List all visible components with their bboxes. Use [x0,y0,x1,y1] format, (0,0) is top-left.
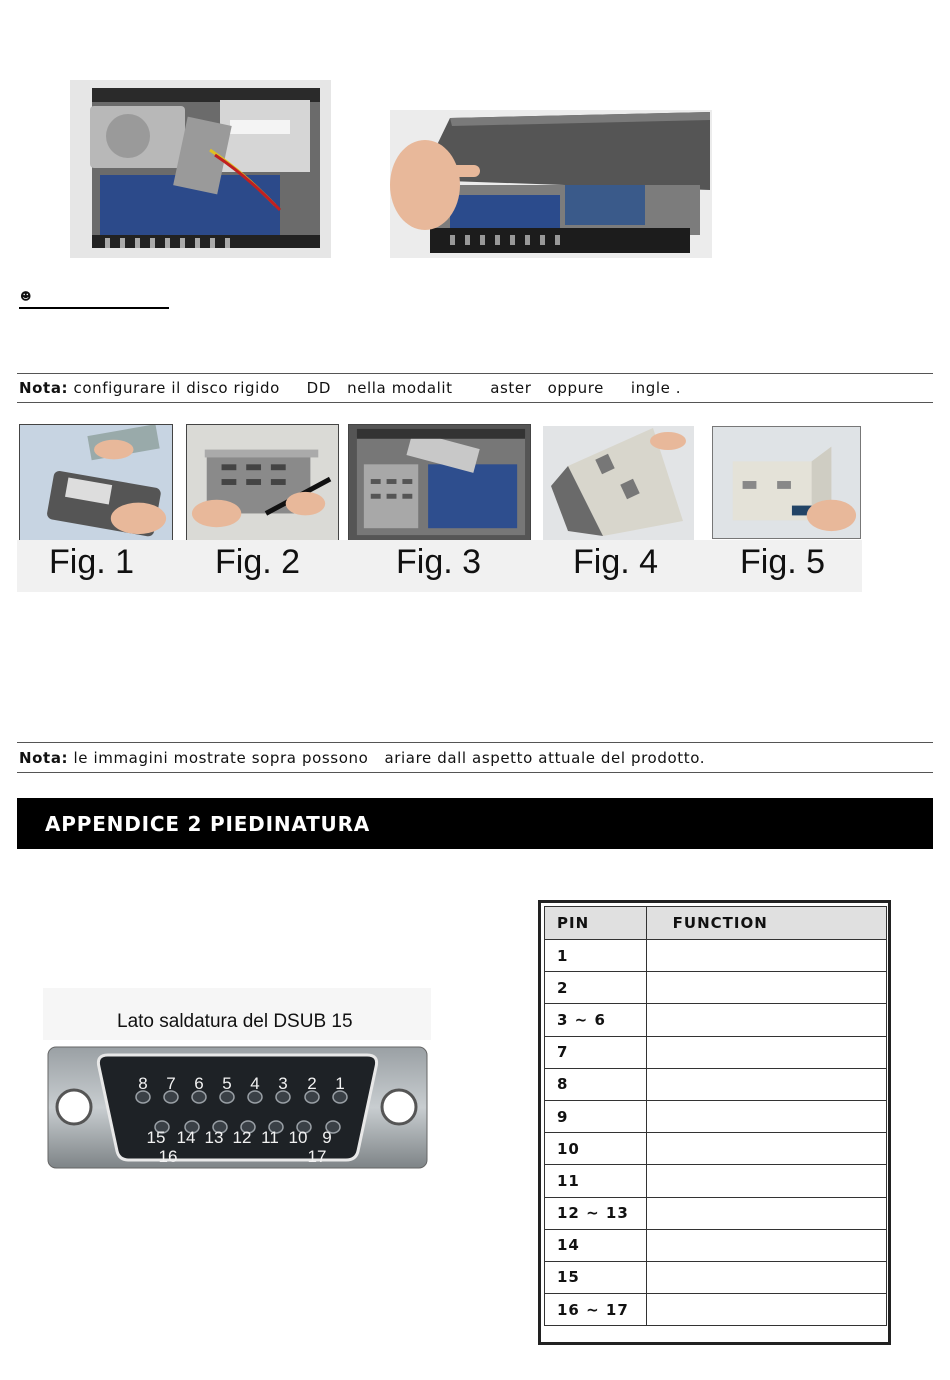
pin-number-label: 3 [278,1074,288,1093]
note-2-bottom-rule [17,772,933,773]
connector-label: Lato saldatura del DSUB 15 [117,1011,353,1032]
pin-function-cell [646,972,886,1004]
pin-function-cell [646,1100,886,1132]
pin-number-cell: 9 [545,1100,647,1132]
note-1-bottom-rule [17,402,933,403]
pin-number-label: 17 [307,1147,327,1166]
pin-table-header [545,907,887,940]
figure-5-photo [712,426,861,539]
table-row [545,1004,887,1036]
pin-number-cell: 7 [545,1036,647,1068]
pin-number-cell: 10 [545,1133,647,1165]
pin-number-label: 15 [146,1128,166,1147]
pin-number-label: 7 [166,1074,176,1093]
bullet-icon: ☻ [20,290,32,303]
pin-number-label: 2 [307,1074,317,1093]
pin-number-cell: 3 ~ 6 [545,1004,647,1036]
table-row [545,1294,887,1326]
figure-1-photo [19,424,173,541]
pin-number-label: 16 [158,1147,178,1166]
note-2-top-rule [17,742,933,743]
figure-2-photo [186,424,339,541]
table-row [545,1133,887,1165]
pin-function-cell [646,1261,886,1293]
dvr-cover-photo [390,110,712,258]
note-2-text: le immagini mostrate sopra possono ariare dall aspetto attuale del prodotto. [68,749,706,767]
figure-3-photo [348,424,531,541]
pin-function-cell [646,1197,886,1229]
pin-number-cell: 1 [545,940,647,972]
table-row [545,1197,887,1229]
dsub15-connector [46,1045,429,1170]
pin-column-header: PIN [545,907,647,940]
pin-number-cell: 2 [545,972,647,1004]
table-row [545,1100,887,1132]
pin-number-cell: 16 ~ 17 [545,1294,647,1326]
section-title: APPENDICE 2 PIEDINATURA [45,812,371,836]
pin-function-cell [646,1036,886,1068]
pin-function-cell [646,1229,886,1261]
pin-number-label: 9 [322,1128,332,1147]
pin-number-cell: 12 ~ 13 [545,1197,647,1229]
pin-number-label: 1 [335,1074,345,1093]
figure-4-caption: Fig. 4 [573,543,659,581]
figure-4-photo [543,426,694,541]
table-row [545,1068,887,1100]
pin-function-cell [646,1165,886,1197]
table-row [545,1229,887,1261]
pin-function-cell [646,1294,886,1326]
figure-2-caption: Fig. 2 [215,543,301,581]
pin-function-cell [646,1068,886,1100]
pin-number-label: 13 [204,1128,224,1147]
pin-number-label: 11 [261,1128,279,1147]
figure-5-caption: Fig. 5 [740,543,826,581]
pin-number-cell: 8 [545,1068,647,1100]
pin-number-label: 4 [250,1074,260,1093]
pin-function-cell [646,1133,886,1165]
figure-1-caption: Fig. 1 [49,543,135,581]
pin-number-cell: 11 [545,1165,647,1197]
pin-function-cell [646,1004,886,1036]
note-1-label: Nota: [19,379,69,397]
mounting-hole-right [382,1090,416,1124]
pin-number-cell: 15 [545,1261,647,1293]
table-row [545,1036,887,1068]
dvr-open-photo [70,80,331,258]
pin-table [544,906,887,1326]
pin-number-label: 10 [288,1128,308,1147]
table-row [545,1261,887,1293]
pin-number-label: 8 [138,1074,148,1093]
note-1 [19,379,681,397]
note-1-text: configurare il disco rigido DD nella modalit aster oppure ingle . [68,379,682,397]
table-row [545,940,887,972]
note-2 [19,749,705,767]
function-column-header: FUNCTION [646,907,886,940]
pin-number-cell: 14 [545,1229,647,1261]
note-1-top-rule [17,373,933,374]
figure-3-caption: Fig. 3 [396,543,482,581]
bullet-underline [19,307,169,309]
pin-number-label: 12 [232,1128,252,1147]
pin-function-cell [646,940,886,972]
mounting-hole-left [57,1090,91,1124]
pin-number-label: 14 [176,1128,196,1147]
table-row [545,972,887,1004]
pin-number-label: 5 [222,1074,232,1093]
note-2-label: Nota: [19,749,69,767]
table-row [545,1165,887,1197]
pin-number-label: 6 [194,1074,204,1093]
